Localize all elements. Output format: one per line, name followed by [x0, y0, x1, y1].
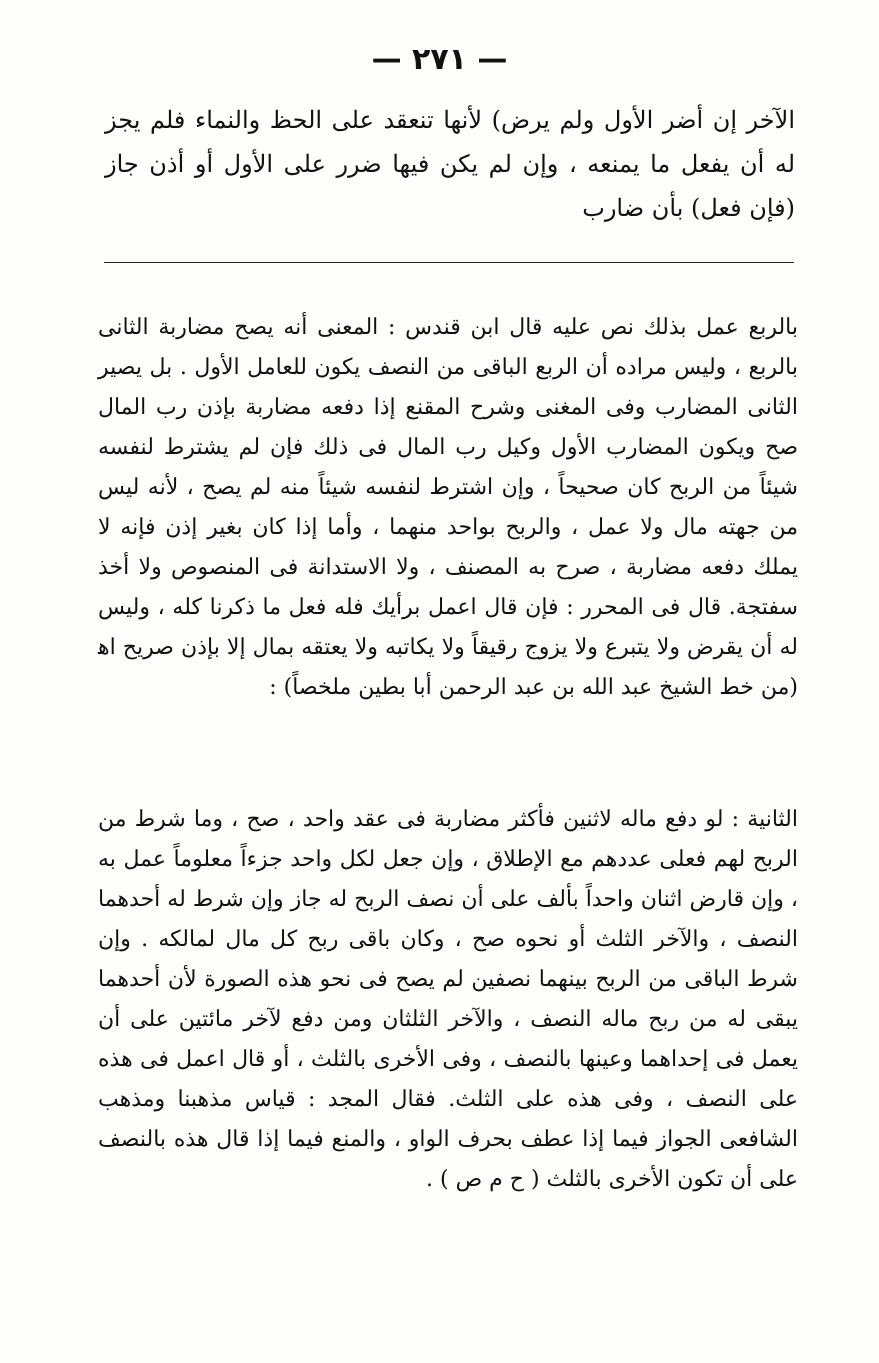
footnote-paragraph-2: الثانية : لو دفع ماله لاثنين فأكثر مضاربة فى عقد واحد ، صح ، وما شرط من الربح لهم فعلى عددهم مع الإطلاق ، وإن جعل لكل واحد جزءاً معلوماً عمل به ، وإن قارض اثنان واحداً بألف على أن نصف الربح له جاز وإن شرط له أحدهما النصف ، والآخر الثلث أو نحوه صح ، وكان باقى ربح كل مال لمالكه . وإن شرط الباقى من الربح بينهما نصفين لم يصح فى نحو هذه الصورة لأن أحدهما يبقى له من ربح ماله النصف ، والآخر الثلثان ومن دفع لآخر مائتين على أن يعمل فى إحداهما وعينها بالنصف ، وفى الأخرى بالثلث ، أو قال اعمل فى هذه على النصف ، وفى هذه على الثلث. فقال المجد : قياس مذهبنا ومذهب الشافعى الجواز فيما إذا عطف بحرف الواو ، والمنع فيما إذا قال هذه بالنصف على أن تكون الأخرى بالثلث ( ح م ص ) .: [98, 807, 798, 1192]
footnote-paragraph-1: بالربع عمل بذلك نص عليه قال ابن قندس : المعنى أنه يصح مضاربة الثانى بالربع ، وليس مراده أن الربع الباقى من النصف يكون للعامل الأول . بل يصير الثانى المضارب وفى المغنى وشرح المقنع إذا دفعه مضاربة بإذن رب المال صح ويكون المضارب الأول وكيل رب المال فى ذلك فإن لم يشترط لنفسه شيئاً من الربح كان صحيحاً ، وإن اشترط لنفسه شيئاً منه لم يصح ، لأنه ليس من جهته مال ولا عمل ، والربح بواحد منهما ، وأما إذا كان بغير إذن فإنه لا يملك دفعه مضاربة ، صرح به المصنف ، ولا الاستدانة فى المنصوص ولا أخذ سفتجة. قال فى المحرر : فإن قال اعمل برأيك فله فعل ما ذكرنا كله ، وليس له أن يقرض ولا يتبرع ولا يزوج رقيقاً ولا يكاتبه ولا يعتقه بمال إلا بإذن صريح اه‍ (من خط الشيخ عبد الله بن عبد الرحمن أبا بطين ملخصاً) :: [98, 315, 798, 700]
page-number: — ٢٧١ —: [371, 42, 508, 77]
main-text: الآخر إن أضر الأول ولم يرض) لأنها تنعقد على الحظ والنماء فلم يجز له أن يفعل ما يمنعه ، وإن لم يكن فيها ضرر على الأول أو أذن جاز (فإن فعل) بأن ضارب: [105, 106, 795, 222]
footnote-divider: [104, 262, 794, 263]
